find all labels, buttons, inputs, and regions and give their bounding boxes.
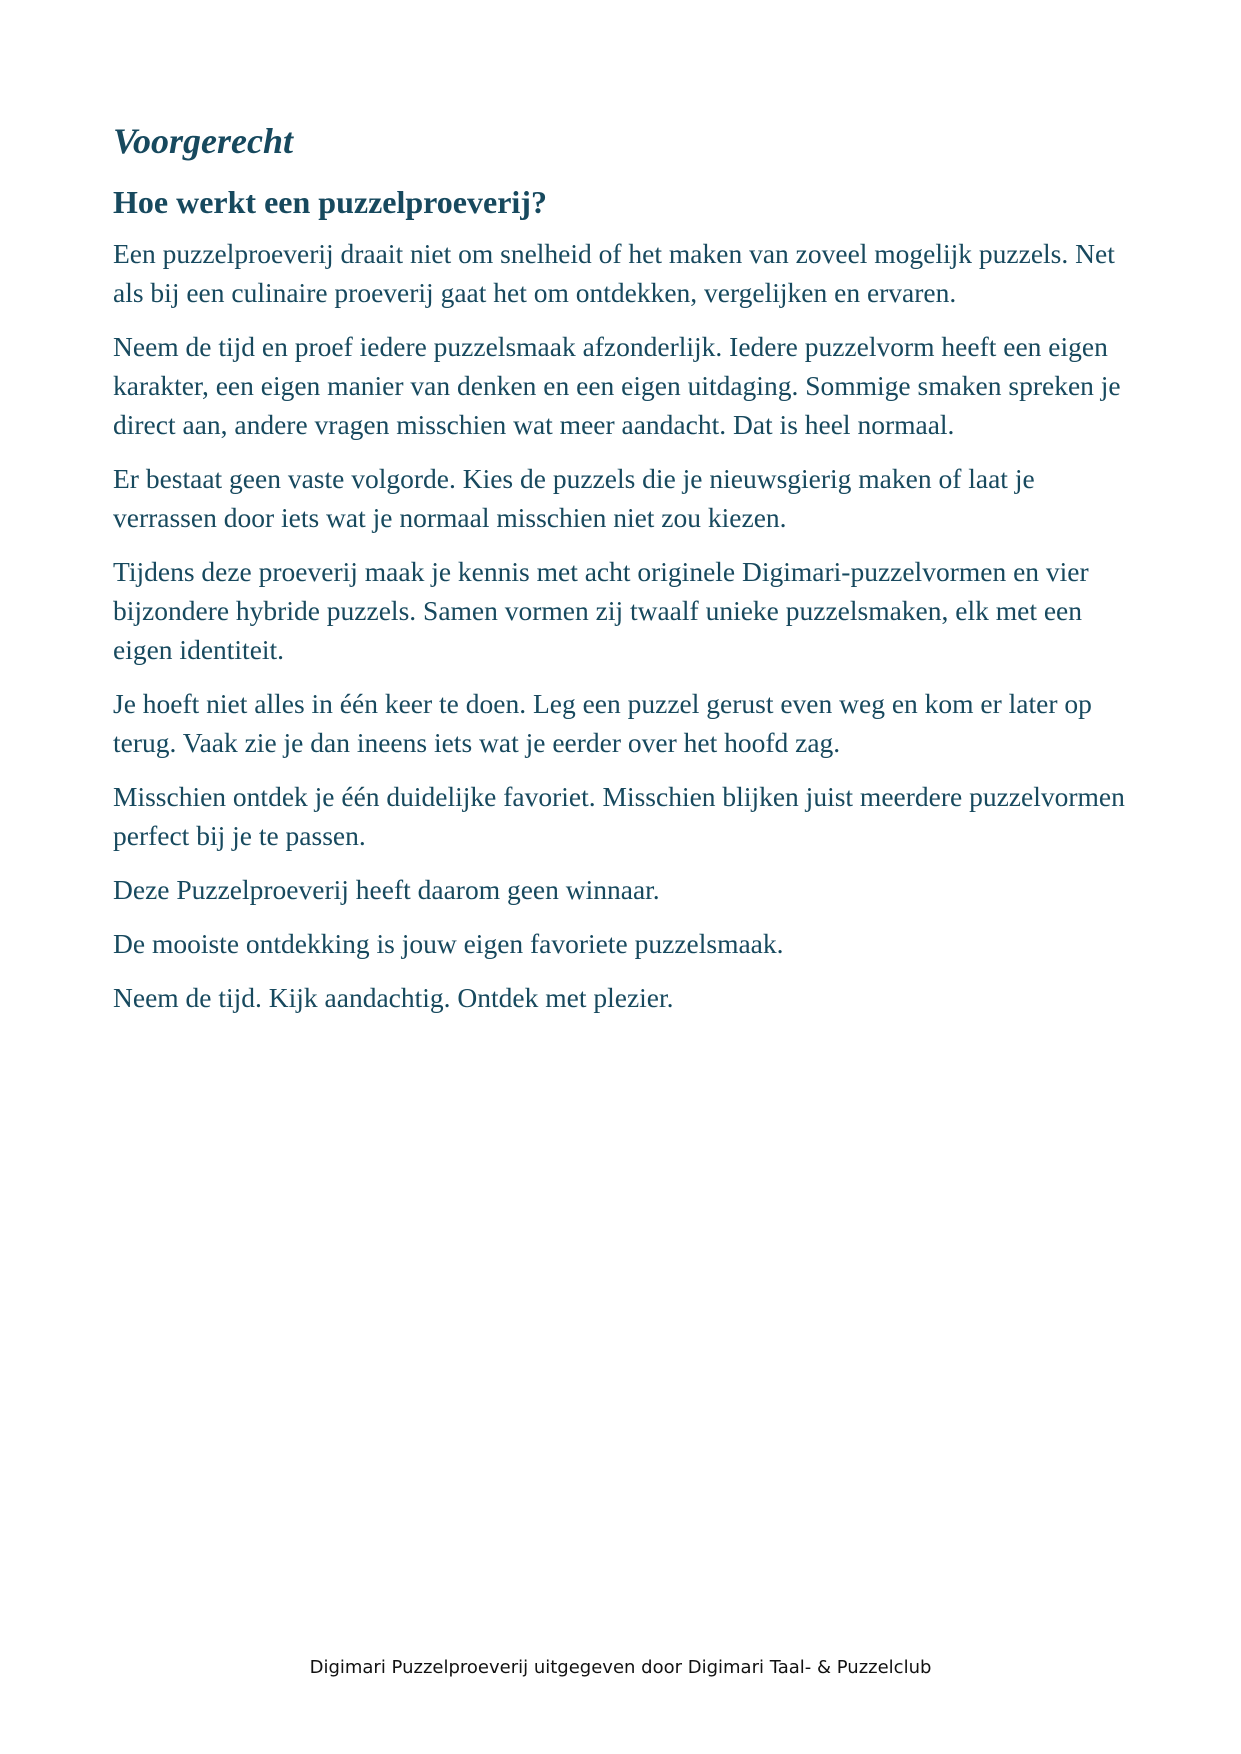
- paragraph-3: Er bestaat geen vaste volgorde. Kies de puzzels die je nieuwsgierig maken of laat je verrassen door iets wat je normaal misschien niet zou kiezen.: [113, 463, 1035, 533]
- paragraph-1: Een puzzelproeverij draait niet om snelheid of het maken van zoveel mogelijk puzzels. Net als bij een culinaire proeverij gaat het om ontdekken, vergelijken en ervaren.: [113, 238, 1115, 308]
- page-footer: Digimari Puzzelproeverij uitgegeven door Digimari Taal- & Puzzelclub: [309, 1657, 932, 1678]
- page-content: [113, 112, 1143, 1032]
- paragraph-7: Deze Puzzelproeverij heeft daarom geen winnaar.: [113, 874, 660, 905]
- paragraph-4: Tijdens deze proeverij maak je kennis met acht originele Digimari-puzzelvormen en vier bijzondere hybride puzzels. Samen vormen zij twaalf unieke puzzelsmaken, elk met een eigen identiteit.: [113, 556, 1089, 665]
- paragraph-5: Je hoeft niet alles in één keer te doen. Leg een puzzel gerust even weg en kom er later op terug. Vaak zie je dan ineens iets wat je eerder over het hoofd zag.: [113, 688, 1092, 758]
- paragraph-6: Misschien ontdek je één duidelijke favoriet. Misschien blijken juist meerdere puzzelvormen perfect bij je te passen.: [113, 781, 1125, 851]
- paragraph-2: Neem de tijd en proef iedere puzzelsmaak afzonderlijk. Iedere puzzelvorm heeft een eigen karakter, een eigen manier van denken en een eigen uitdaging. Sommige smaken spreken je direct aan, andere vragen misschien wat meer aandacht. Dat is heel normaal.: [113, 331, 1121, 440]
- section-title: Voorgerecht: [113, 121, 293, 161]
- paragraph-9: Neem de tijd. Kijk aandachtig. Ontdek met plezier.: [113, 982, 674, 1013]
- paragraph-8: De mooiste ontdekking is jouw eigen favoriete puzzelsmaak.: [113, 928, 784, 959]
- subtitle-heading: Hoe werkt een puzzelproeverij?: [113, 184, 547, 220]
